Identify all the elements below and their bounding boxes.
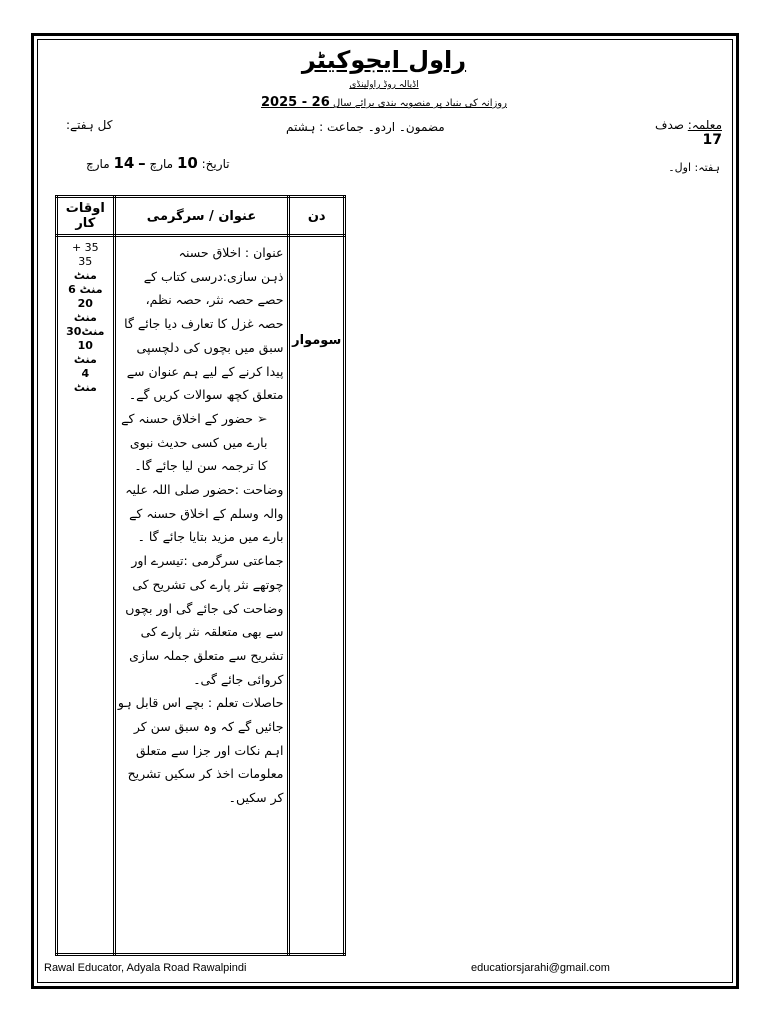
table-header-row: [57, 197, 345, 236]
header-day: دن: [289, 197, 345, 236]
time-item: 20: [77, 297, 93, 310]
table-row: [57, 236, 345, 955]
plan-year-line: [0, 95, 768, 110]
activity-explanation: وضاحت :حضور صلی اللہ علیہ والہ وسلم کے اخلاق حسنہ کے بارے میں مزید بتایا جائے گا ۔: [125, 482, 284, 545]
date-month-to: مارچ: [86, 157, 110, 171]
time-item: منٹ: [73, 353, 97, 366]
teacher-info: [655, 118, 722, 148]
time-item: منٹ: [73, 269, 97, 282]
school-title: راول ایجوکیٹر: [301, 46, 467, 74]
header-activity: عنوان / سرگرمی: [114, 197, 289, 236]
subject-class-line: مضمون۔ اردو۔ جماعت : ہشتم: [286, 120, 445, 134]
date-label: تاریخ:: [201, 157, 230, 171]
header-time: اوقات کار: [57, 197, 115, 236]
teacher-label: معلمہ:: [687, 118, 722, 132]
footer-address: Rawal Educator, Adyala Road Rawalpindi: [44, 962, 247, 974]
time-item: 30منٹ: [66, 325, 105, 338]
school-address: اڈیالہ روڈ راولپنڈی: [349, 80, 419, 90]
time-item: + 35: [71, 241, 99, 254]
activity-outcomes: حاصلات تعلم : بچے اس قابل ہو جائیں گے کہ وہ سبق سن کر اہم نکات اور جزا سے متعلق معلومات اخذ کر سکیں تشریح کر سکیں۔: [117, 695, 284, 806]
time-item: 35: [78, 255, 93, 268]
teacher-code: 17: [702, 132, 722, 148]
date-month-from: مارچ: [149, 157, 174, 171]
time-item: 6 منٹ: [68, 283, 103, 296]
activity-class-task: جماعتی سرگرمی :تیسرے اور چوتھے نثر پارے کی تشریح کی وضاحت کی جائے گی اور بچوں سے بھی متعلقہ نثر پارے کی تشریح سے متعلق جملہ سازی کروائی جائے گی۔: [125, 553, 284, 687]
footer-email: educatiorsjarahi@gmail.com: [471, 962, 610, 974]
date-to: 14: [113, 154, 135, 172]
total-weeks: کل ہفتے:: [66, 118, 113, 132]
time-item: 4: [81, 367, 90, 380]
activity-cell: [114, 236, 289, 955]
week-label: ہفتہ: اول۔: [668, 161, 720, 174]
activity-topic: عنوان : اخلاق حسنہ: [178, 245, 284, 260]
date-from: 10: [176, 154, 198, 172]
plan-year: 2025 - 26: [261, 95, 330, 110]
teacher-name: صدف: [655, 118, 684, 132]
activity-warmup: ذہن سازی:درسی کتاب کے حصے حصہ نثر، حصہ نظم، حصہ غزل کا تعارف دیا جائے گا سبق میں بچوں کی دلچسپی پیدا کرنے کے لیے ہم عنوان سے متعلق کچھ سوالات کریں گے۔: [124, 268, 284, 403]
activity-hadith: ➢ حضور کے اخلاق حسنہ کے بارے میں کسی حدیث نبوی کا ترجمہ سن لیا جائے گا۔: [121, 410, 268, 474]
time-cell: [57, 236, 115, 955]
date-range: تاریخ: 10 مارچ – 14 مارچ: [86, 154, 230, 172]
time-item: منٹ: [73, 311, 97, 324]
time-item: 10: [77, 339, 93, 352]
lesson-plan-table: [55, 195, 346, 956]
plan-line-text: روزانہ کی بنیاد پر منصوبہ بندی برائے سال: [332, 98, 507, 109]
day-cell: سوموار: [289, 236, 345, 955]
time-item: منٹ: [73, 381, 97, 394]
